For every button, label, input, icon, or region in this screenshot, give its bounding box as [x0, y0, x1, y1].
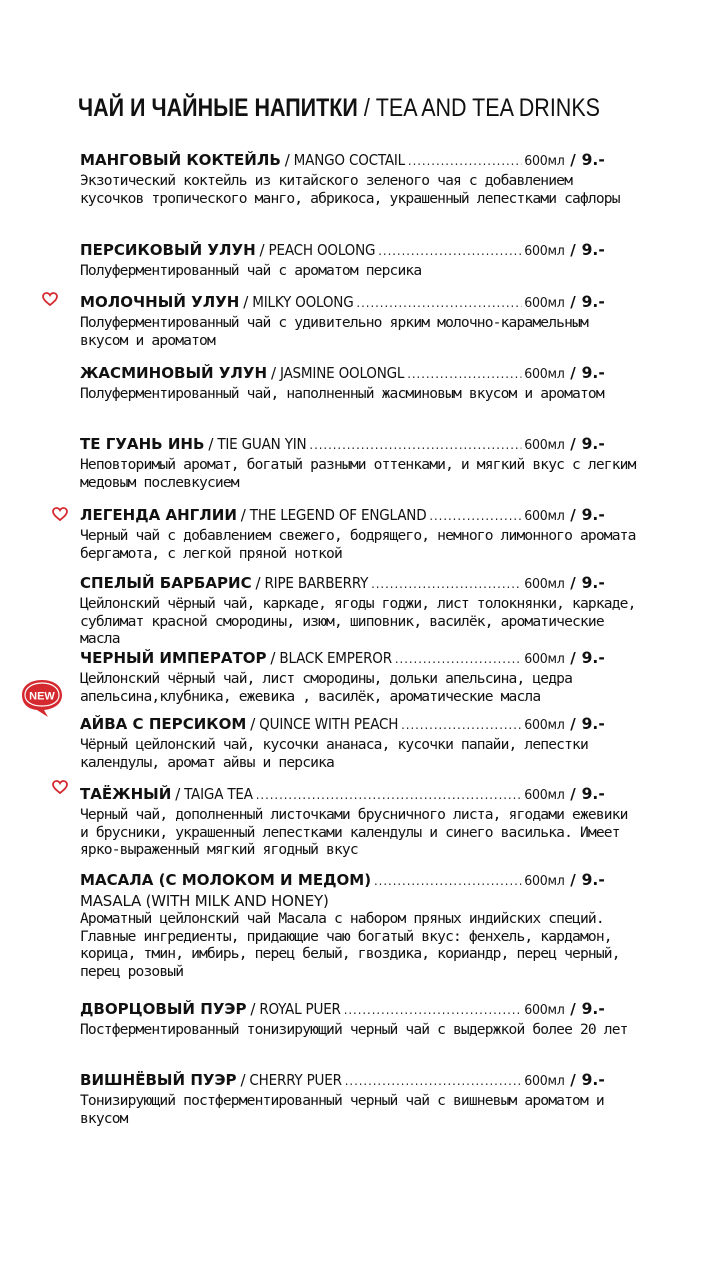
item-name-en: THE LEGEND OF ENGLAND — [249, 506, 427, 524]
item-price: 9.- — [581, 573, 605, 592]
item-name-ru: ЛЕГЕНДА АНГЛИИ — [80, 506, 237, 524]
item-name-separator: / — [240, 1071, 246, 1089]
price-separator: / — [570, 435, 576, 453]
item-volume: 600мл — [524, 577, 565, 592]
price-separator: / — [570, 871, 576, 889]
item-price: 9.- — [581, 1070, 605, 1089]
item-name-en: TAIGA TEA — [184, 785, 253, 803]
dot-leader — [401, 715, 521, 735]
item-name-row — [80, 505, 605, 527]
menu-item — [80, 714, 640, 771]
dot-leader — [374, 871, 521, 891]
item-volume: 600мл — [524, 788, 565, 803]
page-title-en: TEA AND TEA DRINKS — [375, 94, 601, 122]
dot-leader — [395, 649, 522, 669]
item-name-row — [80, 999, 605, 1021]
item-name-en: TIE GUAN YIN — [217, 435, 307, 453]
price-separator: / — [570, 1000, 576, 1018]
item-name-ru: СПЕЛЫЙ БАРБАРИС — [80, 574, 252, 592]
item-volume: 600мл — [524, 1074, 565, 1089]
price-separator: / — [570, 574, 576, 592]
item-name-separator: / — [255, 574, 261, 592]
item-name-separator: / — [240, 506, 246, 524]
price-separator: / — [570, 151, 576, 169]
item-volume: 600мл — [524, 296, 565, 311]
item-name-row — [80, 240, 605, 262]
item-name-separator: / — [270, 649, 276, 667]
item-name-ru: ДВОРЦОВЫЙ ПУЭР — [80, 1000, 247, 1018]
price-separator: / — [570, 506, 576, 524]
item-name-row — [80, 573, 605, 595]
price-separator: / — [570, 1071, 576, 1089]
new-badge-label: NEW — [29, 690, 55, 703]
item-name-ru: ВИШНЁВЫЙ ПУЭР — [80, 1071, 237, 1089]
item-volume: 600мл — [524, 718, 565, 733]
dot-leader — [407, 364, 521, 384]
item-name-ru: МОЛОЧНЫЙ УЛУН — [80, 293, 240, 311]
item-name-separator: / — [243, 293, 249, 311]
item-name-row — [80, 714, 605, 736]
item-volume: 600мл — [524, 367, 565, 382]
item-name-en: MANGO COCTAIL — [293, 151, 406, 169]
item-name-en: PEACH OOLONG — [268, 241, 376, 259]
item-price: 9.- — [581, 292, 605, 311]
dot-leader — [429, 506, 521, 526]
item-price: 9.- — [581, 434, 605, 453]
item-name-row — [80, 1070, 605, 1092]
item-price: 9.- — [581, 714, 605, 733]
item-description: Чёрный цейлонский чай, кусочки ананаса, кусочки папайи, лепестки календулы, аромат айвы и персика — [80, 736, 588, 771]
item-name-separator: / — [270, 364, 277, 382]
item-volume: 600мл — [524, 1003, 565, 1018]
item-name-separator: / — [259, 241, 265, 259]
price-separator: / — [570, 364, 576, 382]
item-description: Полуферментированный чай, наполненный жасминовым вкусом и ароматом — [80, 385, 604, 402]
menu-item — [80, 505, 640, 562]
item-name-en: MILKY OOLONG — [252, 293, 354, 311]
item-name-separator: / — [284, 151, 290, 169]
item-name-en: ROYAL PUER — [259, 1000, 341, 1018]
item-price: 9.- — [581, 505, 605, 524]
menu-item — [80, 292, 640, 349]
menu-item — [80, 784, 640, 859]
item-description: Черный чай с добавлением свежего, бодрящего, немного лимонного аромата бергамота, с легкой пряной ноткой — [80, 527, 636, 562]
item-price: 9.- — [581, 784, 605, 803]
item-name-ru: МАСАЛА (С МОЛОКОМ И МЕДОМ) — [80, 871, 372, 889]
dot-leader — [378, 241, 521, 261]
item-name-row — [80, 363, 605, 385]
item-description: Цейлонский чёрный чай, каркаде, ягоды годжи, лист толокнянки, каркаде, сублимат красной смородины, изюм, шиповник, василёк, ароматические масла — [80, 595, 636, 647]
dot-leader — [309, 435, 521, 455]
item-volume: 600мл — [524, 652, 565, 667]
item-name-row — [80, 648, 605, 670]
item-price: 9.- — [581, 363, 605, 382]
item-price: 9.- — [581, 999, 605, 1018]
item-name-row — [80, 784, 605, 806]
item-name-row — [80, 434, 605, 456]
dot-leader — [345, 1071, 522, 1091]
price-separator: / — [570, 241, 576, 259]
price-separator: / — [570, 785, 576, 803]
item-volume: 600мл — [524, 874, 565, 889]
price-separator: / — [570, 649, 576, 667]
menu-item — [80, 363, 640, 403]
item-volume: 600мл — [524, 509, 565, 524]
item-name-en: QUINCE WITH PEACH — [259, 715, 399, 733]
item-name-en: RIPE BARBERRY — [264, 574, 369, 592]
item-description: Ароматный цейлонский чай Масала с набором пряных индийских специй. Главные ингредиенты, придающие чаю богатый вкус: фенхель, кардамон, корица, тмин, имбирь, перец белый, гвоздика, кориандр, перец черный, перец розовый — [80, 910, 620, 980]
item-price: 9.- — [581, 150, 605, 169]
item-description: Полуферментированный чай с удивительно ярким молочно-карамельным вкусом и ароматом — [80, 314, 588, 349]
item-volume: 600мл — [524, 438, 565, 453]
page-title-ru: ЧАЙ И ЧАЙНЫЕ НАПИТКИ — [78, 94, 358, 122]
dot-leader — [371, 574, 521, 594]
item-description: Полуферментированный чай с ароматом персика — [80, 262, 422, 279]
item-description: Неповторимый аромат, богатый разными оттенками, и мягкий вкус с легким медовым послевкусием — [80, 456, 636, 491]
item-price: 9.- — [581, 870, 605, 889]
item-name-ru: ТЕ ГУАНЬ ИНЬ — [80, 435, 205, 453]
item-name-row — [80, 292, 605, 314]
item-name-en: JASMINE OOLONGL — [279, 364, 405, 382]
item-volume: 600мл — [524, 154, 565, 169]
item-name-en-subtitle: MASALA (WITH MILK AND HONEY) — [80, 892, 329, 910]
menu-item — [80, 870, 640, 980]
item-description: Черный чай, дополненный листочками брусничного листа, ягодами ежевики и брусники, украшенный лепестками календулы и синего василька. Имеет ярко-выраженный мягкий ягодный вкус — [80, 806, 628, 858]
menu-item — [80, 1070, 640, 1127]
item-description: Цейлонский чёрный чай, лист смородины, дольки апельсина, цедра апельсина,клубника, ежевика , василёк, ароматические масла — [80, 670, 573, 705]
item-name-separator: / — [250, 715, 256, 733]
item-description: Тонизирующий постферментированный черный чай с вишневым ароматом и вкусом — [80, 1092, 604, 1127]
dot-leader — [344, 1000, 522, 1020]
menu-item — [80, 434, 640, 491]
item-name-en: CHERRY PUER — [249, 1071, 342, 1089]
item-volume: 600мл — [524, 244, 565, 259]
item-name-ru: МАНГОВЫЙ КОКТЕЙЛЬ — [80, 151, 281, 169]
menu-item — [80, 150, 640, 207]
menu-item — [80, 648, 640, 705]
item-name-ru: ТАЁЖНЫЙ — [80, 785, 172, 803]
item-name-separator: / — [250, 1000, 256, 1018]
item-name-separator: / — [208, 435, 214, 453]
item-name-ru: ПЕРСИКОВЫЙ УЛУН — [80, 241, 256, 259]
item-name-ru: ЖАСМИНОВЫЙ УЛУН — [80, 364, 268, 382]
price-separator: / — [570, 293, 576, 311]
menu-item — [80, 999, 640, 1039]
item-description: Постферментированный тонизирующий черный чай с выдержкой более 20 лет — [80, 1021, 628, 1038]
menu-item — [80, 240, 640, 280]
item-description: Экзотический коктейль из китайского зеленого чая с добавлением кусочков тропического манго, абрикоса, украшенный лепестками сафлоры — [80, 172, 620, 207]
item-name-ru: АЙВА С ПЕРСИКОМ — [80, 715, 247, 733]
page-title-separator: / — [357, 94, 376, 122]
dot-leader — [408, 151, 521, 171]
price-separator: / — [570, 715, 576, 733]
item-name-row — [80, 870, 605, 892]
item-price: 9.- — [581, 648, 605, 667]
menu-item — [80, 573, 640, 648]
dot-leader — [356, 293, 521, 313]
item-name-row — [80, 150, 605, 172]
item-name-separator: / — [175, 785, 181, 803]
item-price: 9.- — [581, 240, 605, 259]
dot-leader — [256, 785, 522, 805]
item-name-en: BLACK EMPEROR — [279, 649, 392, 667]
item-name-ru: ЧЕРНЫЙ ИМПЕРАТОР — [80, 649, 267, 667]
